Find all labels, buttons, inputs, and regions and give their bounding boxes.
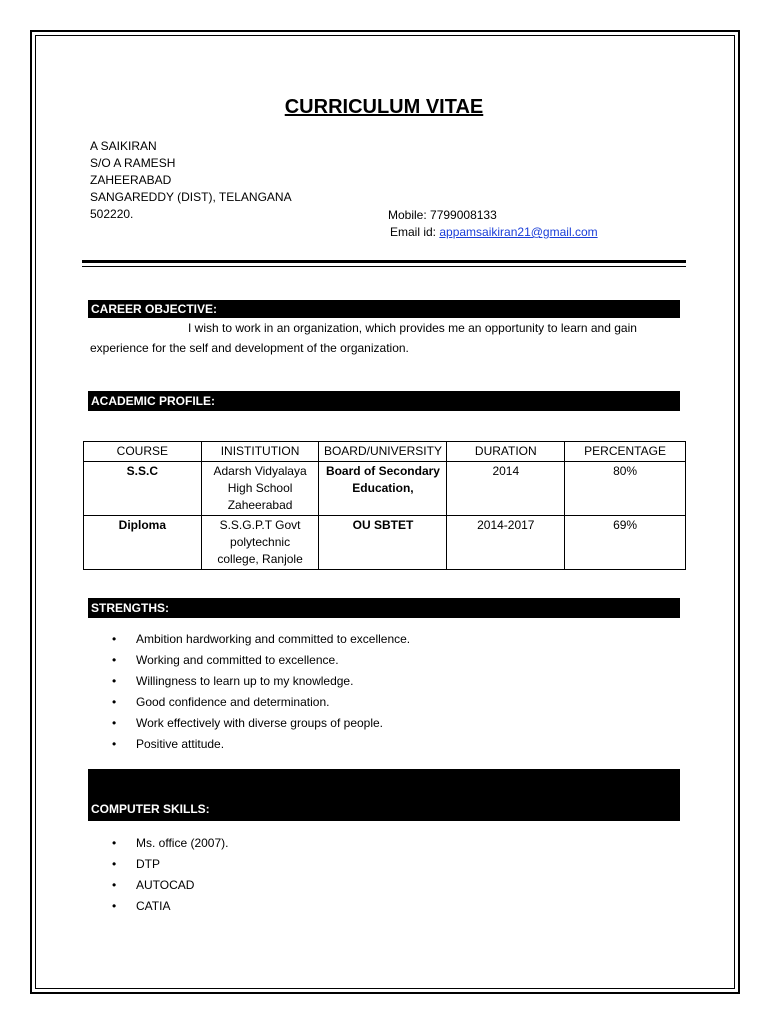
list-item: • Willingness to learn up to my knowledge.: [112, 671, 410, 692]
list-item: • Working and committed to excellence.: [112, 650, 410, 671]
career-objective-text: [90, 318, 680, 358]
list-item: • CATIA: [112, 896, 228, 917]
institution-cell: S.S.G.P.T Govt polytechnic college, Ranjole: [201, 516, 319, 570]
bullet-icon: •: [112, 836, 117, 850]
mobile-line: [388, 207, 598, 224]
objective-line: experience for the self and development of the organization.: [90, 341, 409, 355]
list-item: • DTP: [112, 854, 228, 875]
bullet-icon: •: [112, 674, 117, 688]
address-line: S/O A RAMESH: [90, 156, 176, 170]
list-item: • Work effectively with diverse groups of people.: [112, 713, 410, 734]
column-header: PERCENTAGE: [565, 442, 686, 462]
course-cell: Diploma: [84, 516, 202, 570]
board-cell: Board of Secondary Education,: [319, 462, 447, 516]
board-cell: OU SBTET: [319, 516, 447, 570]
address-line: 502220.: [90, 207, 134, 221]
academic-profile-heading: ACADEMIC PROFILE:: [88, 391, 680, 411]
academic-table: [83, 441, 686, 570]
column-header: COURSE: [84, 442, 202, 462]
header-rule-thick: [82, 260, 686, 263]
strengths-heading: STRENGTHS:: [88, 598, 680, 618]
percentage-cell: 69%: [565, 516, 686, 570]
address-line: ZAHEERABAD: [90, 173, 172, 187]
list-item: • Good confidence and determination.: [112, 692, 410, 713]
table-header-row: [84, 442, 686, 462]
address-block: [90, 138, 292, 223]
contact-block: [388, 207, 598, 241]
table-row: [84, 516, 686, 570]
mobile-number: 7799008133: [430, 208, 497, 222]
header-rule-thin: [82, 266, 686, 267]
strengths-list: [112, 629, 410, 755]
list-item: • AUTOCAD: [112, 875, 228, 896]
email-line: [388, 224, 598, 241]
bullet-icon: •: [112, 737, 117, 751]
bullet-icon: •: [112, 695, 117, 709]
course-cell: S.S.C: [84, 462, 202, 516]
bullet-icon: •: [112, 632, 117, 646]
address-line: SANGAREDDY (DIST), TELANGANA: [90, 190, 292, 204]
list-item: • Positive attitude.: [112, 734, 410, 755]
email-label: Email id:: [390, 225, 440, 239]
career-objective-heading: CAREER OBJECTIVE:: [88, 300, 680, 318]
bullet-icon: •: [112, 899, 117, 913]
institution-cell: Adarsh Vidyalaya High School Zaheerabad: [201, 462, 319, 516]
computer-skills-heading: COMPUTER SKILLS:: [88, 769, 680, 821]
email-link[interactable]: appamsaikiran21@gmail.com: [439, 225, 598, 239]
duration-cell: 2014-2017: [447, 516, 565, 570]
list-item: • Ms. office (2007).: [112, 833, 228, 854]
objective-line: I wish to work in an organization, which provides me an opportunity to learn and gain: [188, 321, 637, 335]
mobile-label: Mobile:: [388, 208, 431, 222]
bullet-icon: •: [112, 878, 117, 892]
column-header: INISTITUTION: [201, 442, 319, 462]
bullet-icon: •: [112, 716, 117, 730]
skills-list: [112, 833, 228, 917]
percentage-cell: 80%: [565, 462, 686, 516]
list-item: • Ambition hardworking and committed to excellence.: [112, 629, 410, 650]
document-title: CURRICULUM VITAE: [284, 96, 484, 118]
bullet-icon: •: [112, 653, 117, 667]
address-line: A SAIKIRAN: [90, 139, 157, 153]
column-header: DURATION: [447, 442, 565, 462]
column-header: BOARD/UNIVERSITY: [319, 442, 447, 462]
table-row: [84, 462, 686, 516]
duration-cell: 2014: [447, 462, 565, 516]
bullet-icon: •: [112, 857, 117, 871]
